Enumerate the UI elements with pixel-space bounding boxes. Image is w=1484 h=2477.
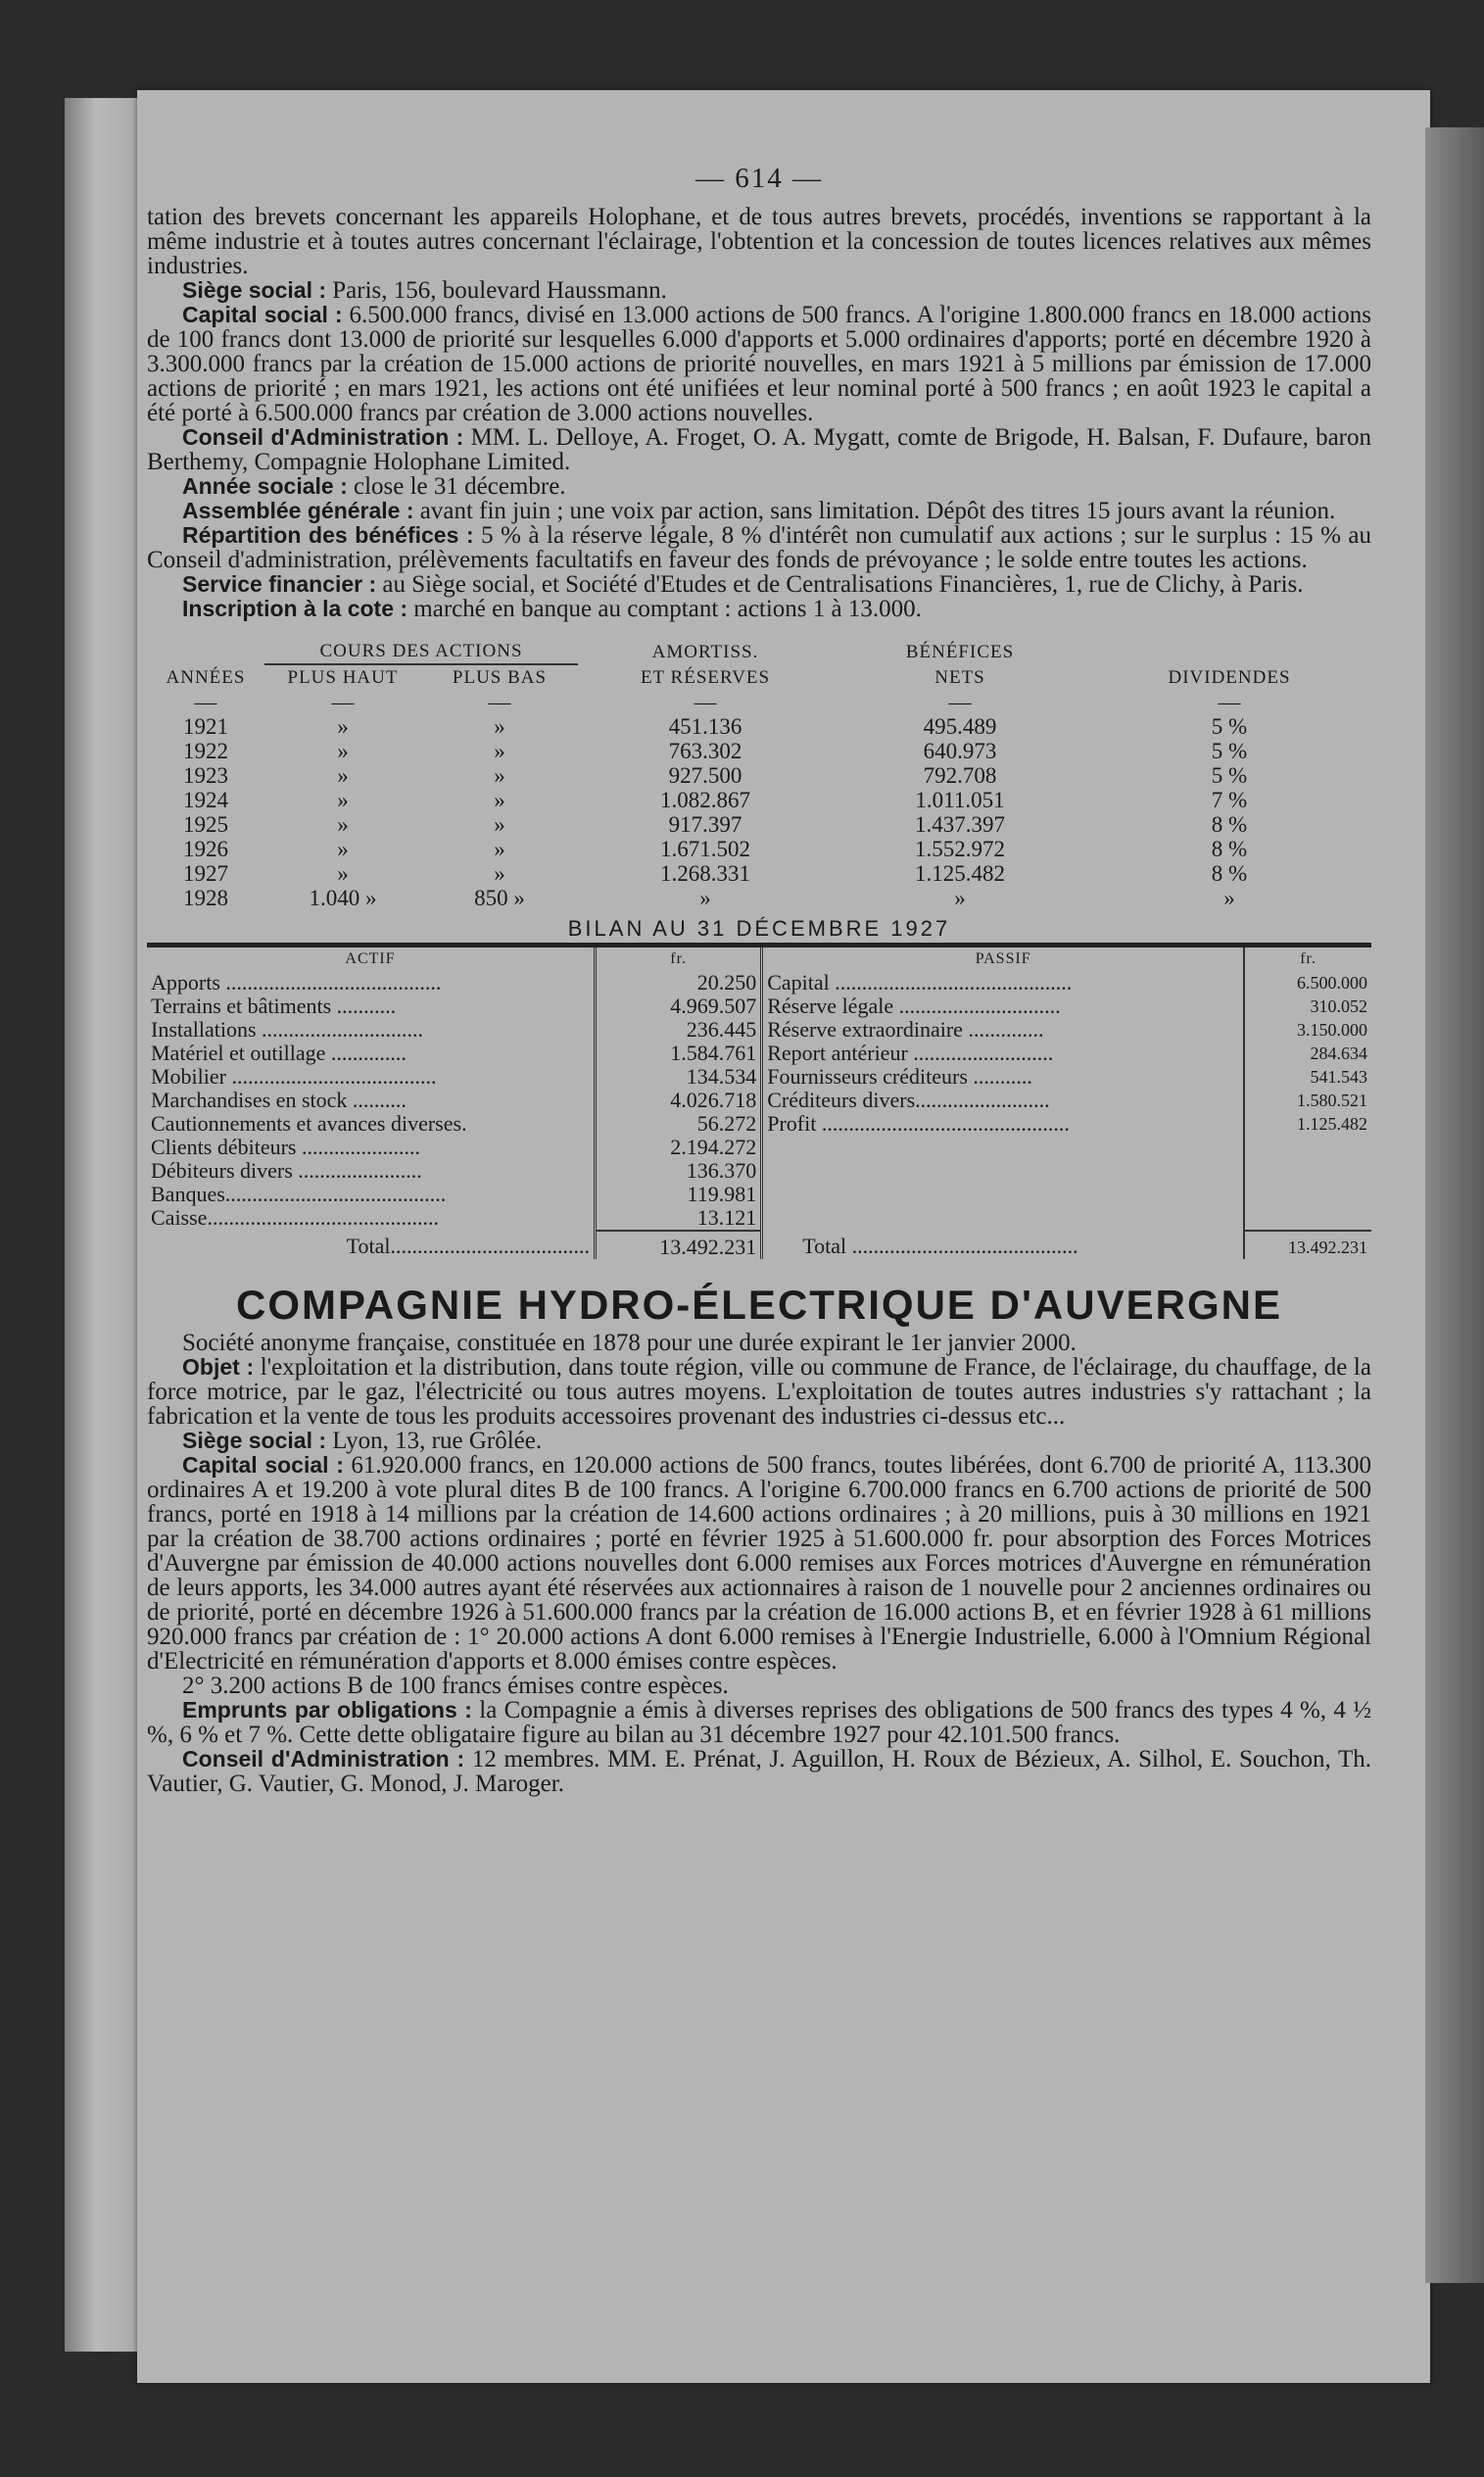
company1-paragraph [147,474,1371,499]
passif-label: Profit .............................................. [767,1111,1070,1136]
cell-bas: 850 » [474,886,525,910]
actif-value: 134.534 [596,1065,762,1089]
company1-paragraph [147,278,1371,303]
cell-div: 8 % [1211,812,1248,837]
company1-label: Service financier : [182,571,377,597]
cell-annee: 1924 [183,788,228,812]
cell-benef: » [954,886,966,910]
passif-label [762,1159,1244,1183]
table-row [147,812,1371,837]
company2-intro: Société anonyme française, constituée en 1878 pour une durée expirant le 1er janvier 2000. [182,1330,1077,1356]
company2-text: 61.920.000 francs, en 120.000 actions de 500 francs, toutes libérées, dont 6.700 de priorité A, 113.300 ordinaires A et 19.200 à vote plural dites B de 100 francs. A l'origine 6.700.000 francs en 6.700 actions de priorité de 500 francs, porté en 1918 à 14 millions par la création de 14.600 actions ordinaires ; à 20 millions, puis à 30 millions en 1921 par la création de 38.700 actions ordinaires ; porté en février 1925 à 51.600.000 fr. pour absorption des Forces Motrices d'Auvergne par émission de 40.000 actions nouvelles dont 6.000 remises aux Forces motrices d'Auvergne en rémunération de leurs apports, les 34.000 autres ayant été réservées aux actionnaires à raison de 1 nouvelle pour 2 anciennes ordinaires ou de priorité, porté en décembre 1926 à 51.600.000 francs par la création de 16.000 actions B, et en février 1928 à 61 millions 920.000 francs par création de : 1° 20.000 actions A dont 6.000 remises à l'Energie Industrielle, 6.000 à l'Omnium Régional d'Electricité en rémunération d'apports et 8.000 émises contre espèces. [147,1452,1371,1675]
actif-value: 56.272 [596,1112,762,1136]
company1-label: Inscription à la cote : [182,596,408,621]
cell-annee: 1923 [183,763,228,788]
cell-haut: » [337,861,349,886]
actif-label: Installations .............................. [151,1017,424,1042]
book-page-stack [65,98,143,2352]
cell-bas: » [494,739,505,763]
actif-label: Terrains et bâtiments ........... [151,994,397,1018]
actif-total-label: Total..................................... [346,1234,591,1258]
cell-bas: » [494,714,505,739]
cell-amort: 451.136 [668,714,742,739]
table-row [147,1018,1371,1042]
company1-text: avant fin juin ; une voix par action, sans limitation. Dépôt des titres 15 jours avant la réunion. [413,498,1336,524]
passif-label: Fournisseurs créditeurs ........... [767,1064,1032,1089]
company1-text: marché en banque au comptant : actions 1 à 13.000. [407,596,922,622]
table-row [147,1112,1371,1136]
company2-label: Emprunts par obligations : [182,1697,472,1723]
page-number: — 614 — [695,163,823,194]
actif-header: ACTIF [345,950,396,967]
cell-haut: » [337,812,349,837]
header-annees: ANNÉES [166,667,246,688]
actif-currency: fr. [596,947,762,971]
cell-bas: » [494,812,505,837]
cell-haut: » [337,763,349,788]
actif-label: Clients débiteurs ...................... [151,1135,420,1159]
company1-text: 6.500.000 francs, divisé en 13.000 actions de 500 francs. A l'origine 1.800.000 francs en 18.000 actions de 100 francs dont 13.000 de priorité sur lesquelles 6.000 d'apports et 5.000 ordinaires d'apports; porté en décembre 1920 à 3.300.000 francs par la création de 15.000 actions de priorité nouvelles, en mars 1921 à 5 millions par émission de 17.000 actions de priorité ; en mars 1921, les actions ont été unifiées et leur nominal porté à 500 francs ; en août 1923 le capital a été porté à 6.500.000 francs par création de 3.000 actions nouvelles. [147,302,1371,426]
header-cours: COURS DES ACTIONS [264,639,578,664]
table-row [147,837,1371,861]
table-row [147,788,1371,812]
cell-div: 5 % [1211,739,1248,763]
cell-benef: 1.011.051 [915,788,1005,812]
cell-haut: » [337,788,349,812]
company1-paragraph [147,499,1371,523]
header-nets: NETS [934,667,985,688]
actif-value: 4.026.718 [596,1089,762,1112]
book-binding-shadow [1425,127,1484,2283]
cell-amort: 763.302 [668,739,742,763]
passif-total: 13.492.231 [1244,1231,1371,1259]
cell-benef: 640.973 [923,739,997,763]
cell-benef: 1.125.482 [915,861,1005,886]
company1-paragraph [147,572,1371,597]
company1-text: Paris, 156, boulevard Haussmann. [326,277,667,304]
company1-label: Siège social : [182,277,327,303]
actif-value: 236.445 [596,1018,762,1042]
cell-benef: 1.552.972 [915,837,1005,861]
cell-div: 8 % [1211,861,1248,886]
actif-total: 13.492.231 [596,1231,762,1259]
table-row [147,886,1371,910]
company2-text: l'exploitation et la distribution, dans toute région, ville ou commune de France, de l'éclairage, du chauffage, de la force motrice, par le gaz, l'électricité ou tous autres moyens. L'exploitation de toutes autres industries s'y rattachant ; la fabrication et la vente de tous les produits accessoires provenant des industries ci-dessus etc... [147,1354,1371,1430]
cell-haut: » [337,837,349,861]
cell-annee: 1926 [183,837,228,861]
actif-label: Apports ........................................ [151,970,442,995]
cell-benef: 792.708 [923,763,997,788]
table-row [147,1089,1371,1112]
stock-table: ANNÉES COURS DES ACTIONS AMORTISS. BÉNÉFICES DIVIDENDES PLUS HAUT PLUS BAS ET RÉSERVES NETS — — — — — — 1921 » » 451.136 495.489 5 % 1922 » » 763.302 640.973 5 % 1923 » » 927.500 792.708 5 % 1924 » » 1.082.867 1.011.051 7 % 1925 » » 917.397 1.437.397 8 % 1926 » » 1.671.502 1.552.972 8 % 1927 » » 1.268.331 1.125.482 8 % 1928 1.040 » 850 » » » » [147,639,1371,910]
table-row [147,995,1371,1018]
passif-label [762,1136,1244,1159]
company2-paragraph [147,1429,1371,1453]
bilan-title: BILAN AU 31 DÉCEMBRE 1927 [567,916,951,941]
company2-title: COMPAGNIE HYDRO-ÉLECTRIQUE D'AUVERGNE [236,1282,1282,1328]
company2-text: 2° 3.200 actions B de 100 francs émises contre espèces. [182,1673,729,1699]
passif-label: Réserve légale .............................. [767,994,1061,1018]
company1-paragraph [147,425,1371,474]
table-row [147,763,1371,788]
header-plus-bas: PLUS BAS [452,667,548,688]
cell-bas: » [494,788,505,812]
company1-text: close le 31 décembre. [347,473,566,500]
passif-value: 541.543 [1244,1065,1371,1089]
company1-paragraph [147,597,1371,621]
cell-div: 7 % [1211,788,1248,812]
cell-amort: 1.671.502 [660,837,750,861]
passif-currency: fr. [1244,947,1371,971]
table-row [147,1042,1371,1065]
passif-value [1244,1206,1371,1231]
cell-div: 8 % [1211,837,1248,861]
company2-label: Capital social : [182,1452,344,1478]
company2-paragraph [147,1747,1371,1796]
actif-label: Mobilier ...................................... [151,1064,437,1089]
company2-section [147,1355,1371,1796]
header-amortiss: AMORTISS. [651,642,759,662]
passif-value: 1.125.482 [1244,1112,1371,1136]
cell-annee: 1925 [183,812,228,837]
header-benefices: BÉNÉFICES [905,642,1015,662]
company1-label: Assemblée générale : [182,498,414,523]
passif-value [1244,1159,1371,1183]
company1-label: Répartition des bénéfices : [182,522,474,548]
table-row [147,1136,1371,1159]
company1-text: MM. L. Delloye, A. Froget, O. A. Mygatt, comte de Brigode, H. Balsan, F. Dufaure, baron Berthemy, Compagnie Holophane Limited. [147,424,1371,475]
passif-label [762,1206,1244,1231]
table-row [147,1206,1371,1231]
table-row [147,714,1371,739]
company2-text: Lyon, 13, rue Grôlée. [326,1428,543,1454]
actif-value: 1.584.761 [596,1042,762,1065]
passif-value: 310.052 [1244,995,1371,1018]
company1-text: 5 % à la réserve légale, 8 % d'intérêt non cumulatif aux actions ; sur le surplus : 15 % au Conseil d'administration, prélèvements facultatifs en faveur des fonds de prévoyance ; le solde entre toutes les actions. [147,522,1371,573]
passif-value: 6.500.000 [1244,971,1371,995]
company2-paragraph [147,1698,1371,1747]
passif-label: Capital ............................................ [767,970,1073,995]
actif-value: 4.969.507 [596,995,762,1018]
passif-value [1244,1183,1371,1206]
company1-paragraph [147,523,1371,572]
cell-annee: 1922 [183,739,228,763]
table-row [147,861,1371,886]
company2-label: Conseil d'Administration : [182,1746,465,1772]
company2-paragraph [147,1674,1371,1698]
actif-label: Marchandises en stock .......... [151,1088,407,1112]
company1-paragraph [147,303,1371,425]
company2-text: la Compagnie a émis à diverses reprises des obligations de 500 francs des types 4 %, 4 ½ %, 6 % et 7 %. Cette dette obligataire figure au bilan au 31 décembre 1927 pour 42.101.500 francs. [147,1697,1371,1748]
company2-paragraph [147,1355,1371,1429]
passif-total-label: Total .......................................... [802,1234,1078,1258]
cell-haut: » [337,739,349,763]
cell-amort: 1.268.331 [660,861,750,886]
company2-paragraph [147,1453,1371,1674]
cell-annee: 1928 [183,886,228,910]
cell-haut: » [337,714,349,739]
table-row [147,971,1371,995]
cell-amort: 1.082.867 [660,788,750,812]
header-plus-haut: PLUS HAUT [287,667,399,688]
cell-amort: 927.500 [668,763,742,788]
page-content [147,163,1371,1797]
cell-amort: 917.397 [668,812,742,837]
passif-label: Créditeurs divers......................... [767,1088,1050,1112]
company2-text: 12 membres. MM. E. Prénat, J. Aguillon, H. Roux de Bézieux, A. Silhol, E. Souchon, Th. Vautier, G. Vautier, G. Monod, J. Maroger. [147,1746,1371,1797]
passif-value: 284.634 [1244,1042,1371,1065]
cell-div: 5 % [1211,714,1248,739]
passif-header: PASSIF [975,950,1031,967]
cell-bas: » [494,837,505,861]
passif-value: 1.580.521 [1244,1089,1371,1112]
company1-section [147,278,1371,621]
company1-label: Conseil d'Administration : [182,424,464,450]
cell-bas: » [494,861,505,886]
actif-value: 13.121 [596,1206,762,1231]
actif-value: 136.370 [596,1159,762,1183]
table-row [147,739,1371,763]
cell-amort: » [699,886,711,910]
actif-label: Banques......................................... [151,1182,447,1206]
cell-annee: 1927 [183,861,228,886]
actif-label: Cautionnements et avances diverses. [151,1111,467,1136]
table-row [147,1183,1371,1206]
header-reserves: ET RÉSERVES [640,667,771,688]
actif-label: Caisse........................................... [151,1205,439,1230]
passif-label: Réserve extraordinaire .............. [767,1017,1044,1042]
table-row [147,1065,1371,1089]
cell-div: » [1223,886,1235,910]
cell-haut: 1.040 » [309,886,377,910]
bilan-table [147,947,1371,1259]
actif-value: 2.194.272 [596,1136,762,1159]
passif-label: Report antérieur .......................... [767,1041,1054,1065]
cell-benef: 1.437.397 [915,812,1005,837]
company1-label: Année sociale : [182,473,348,499]
passif-value: 3.150.000 [1244,1018,1371,1042]
actif-label: Matériel et outillage .............. [151,1041,407,1065]
cell-div: 5 % [1211,763,1248,788]
company1-label: Capital social : [182,302,343,327]
header-dividendes: DIVIDENDES [1168,667,1291,688]
intro-paragraph: tation des brevets concernant les appareils Holophane, et de tous autres brevets, procédés, inventions se rapportant à la même industrie et à toutes autres concernant l'éclairage, l'obtention et la concession de toutes licences relatives aux mêmes industries. [147,204,1371,279]
passif-label [762,1183,1244,1206]
passif-value [1244,1136,1371,1159]
cell-bas: » [494,763,505,788]
company2-label: Siège social : [182,1428,327,1453]
actif-label: Débiteurs divers ....................... [151,1158,422,1183]
actif-value: 20.250 [596,971,762,995]
table-row [147,1159,1371,1183]
company2-label: Objet : [182,1354,255,1380]
company1-text: au Siège social, et Société d'Etudes et de Centralisations Financières, 1, rue de Clichy, à Paris. [376,571,1304,598]
cell-benef: 495.489 [923,714,997,739]
cell-annee: 1921 [183,714,228,739]
actif-value: 119.981 [596,1183,762,1206]
